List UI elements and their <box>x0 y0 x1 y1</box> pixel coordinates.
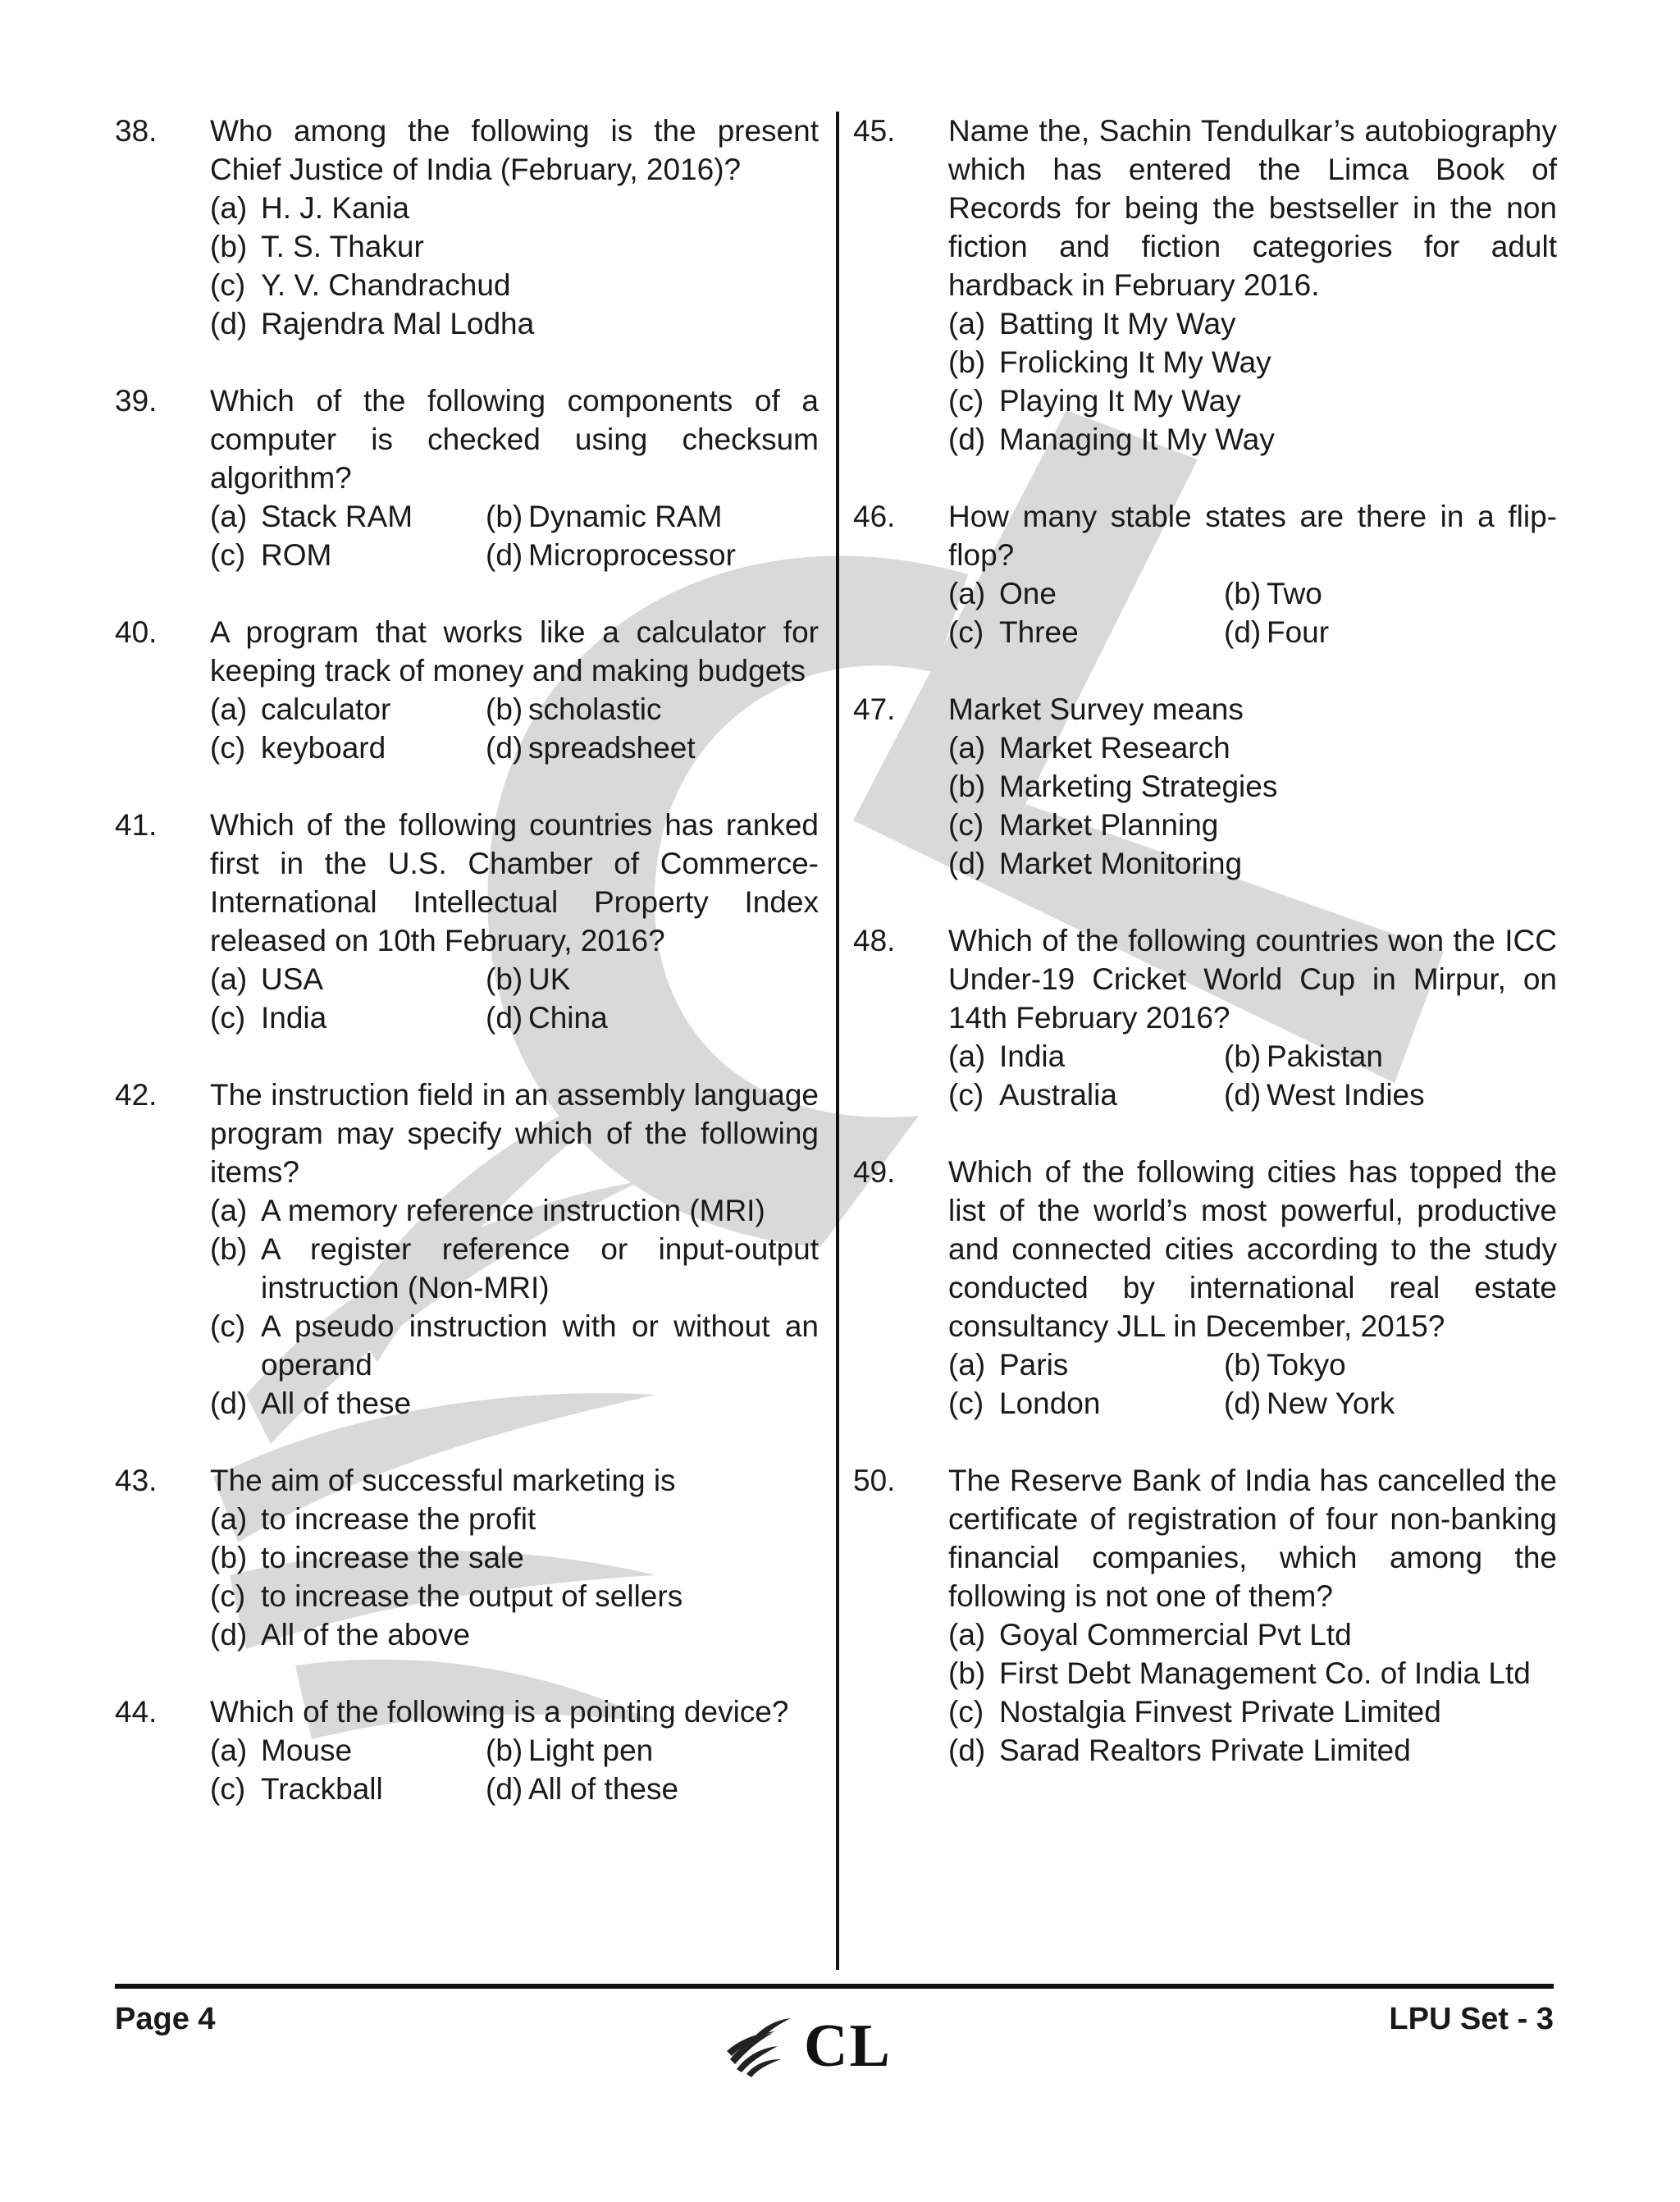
question-text: Which of the following countries has ranked first in the U.S. Chamber of Commerce-International Intellectual Property Index released on 10th February, 2016? <box>210 808 819 957</box>
option-label: (b) <box>210 1541 248 1574</box>
option-label: (b) <box>486 962 523 996</box>
option-text: New York <box>1267 1387 1395 1420</box>
option-label: (a) <box>210 962 248 996</box>
option <box>948 1693 1557 1731</box>
swoosh-icon <box>722 2012 796 2081</box>
option <box>486 1731 653 1770</box>
option <box>210 1384 819 1423</box>
options-list <box>948 1037 1557 1114</box>
question-text: How many stable states are there in a flip-flop? <box>948 500 1557 572</box>
option-text: Two <box>1267 577 1322 610</box>
question-block <box>853 921 1557 1114</box>
option-text: Managing It My Way <box>999 423 1275 456</box>
option <box>948 613 1224 651</box>
option-text: USA <box>261 962 324 996</box>
question-text: Which of the following components of a computer is checked using checksum algorithm? <box>210 384 819 495</box>
option-text: A memory reference instruction (MRI) <box>261 1194 765 1227</box>
option <box>948 1345 1224 1384</box>
question-block <box>853 690 1557 883</box>
question-block <box>115 112 819 343</box>
question-number: 42. <box>115 1078 158 1112</box>
question-block <box>853 1153 1557 1423</box>
options-list <box>210 1191 819 1423</box>
option-label: (c) <box>948 384 984 418</box>
options-list <box>210 1731 819 1808</box>
question-text: The aim of successful marketing is <box>210 1464 676 1497</box>
option <box>948 767 1557 806</box>
footer-logo <box>722 2012 902 2081</box>
option-label: (c) <box>210 1309 246 1343</box>
option <box>210 266 819 304</box>
option <box>210 1500 819 1538</box>
options-list <box>210 690 819 767</box>
option <box>948 729 1557 767</box>
column-divider <box>836 112 839 1970</box>
question-text: Which of the following cities has topped the list of the world’s most powerful, productive and connected cities according to the study conducted by international real estate consultancy JLL in December, 2015? <box>948 1155 1557 1343</box>
option-row <box>210 729 819 767</box>
option-text: Australia <box>999 1078 1117 1112</box>
right-column <box>853 112 1557 1808</box>
question-text: Name the, Sachin Tendulkar’s autobiography which has entered the Limca Book of Records for being the bestseller in the non fiction and fiction categories for adult hardback in February 2016. <box>948 114 1557 302</box>
option-text: West Indies <box>1267 1078 1425 1112</box>
option-label: (b) <box>1224 1348 1262 1382</box>
option-label: (d) <box>486 1772 523 1806</box>
logo-text: CL <box>804 2012 892 2080</box>
option <box>1224 1345 1346 1384</box>
option-row <box>210 960 819 998</box>
option-text: All of these <box>261 1387 412 1420</box>
option-row <box>210 1731 819 1770</box>
option-row <box>948 1384 1557 1423</box>
option-text: Three <box>999 615 1079 649</box>
option-text: Tokyo <box>1267 1348 1346 1382</box>
option-label: (b) <box>210 1232 248 1266</box>
option-text: All of these <box>528 1772 679 1806</box>
option <box>210 690 486 729</box>
option-label: (b) <box>486 500 523 533</box>
option-label: (a) <box>210 692 248 726</box>
option <box>948 304 1557 343</box>
question-block <box>115 1076 819 1423</box>
question-text: Who among the following is the present Chief Justice of India (February, 2016)? <box>210 114 819 186</box>
option-text: scholastic <box>528 692 662 726</box>
option-label: (c) <box>210 731 246 765</box>
question-number: 38. <box>115 114 158 148</box>
option <box>486 497 722 536</box>
option-text: Mouse <box>261 1734 353 1767</box>
option-text: Sarad Realtors Private Limited <box>999 1734 1411 1767</box>
option-label: (d) <box>1224 615 1262 649</box>
option-label: (d) <box>948 1734 986 1767</box>
option <box>210 1538 819 1577</box>
option-text: H. J. Kania <box>261 191 409 225</box>
option-text: Rajendra Mal Lodha <box>261 307 535 340</box>
option <box>948 844 1557 883</box>
option-text: ROM <box>261 538 332 572</box>
question-text: The Reserve Bank of India has cancelled the certificate of registration of four non-banking financial companies, which among the following is not one of them? <box>948 1464 1557 1613</box>
option-text: Playing It My Way <box>999 384 1241 418</box>
question-number: 48. <box>853 924 896 957</box>
option <box>486 690 661 729</box>
option <box>948 1654 1557 1693</box>
option <box>1224 574 1322 613</box>
option <box>948 1076 1224 1114</box>
option-label: (c) <box>948 808 984 842</box>
option <box>1224 1037 1383 1076</box>
option <box>486 998 608 1037</box>
option-row <box>948 613 1557 651</box>
option-row <box>210 497 819 536</box>
question-block <box>853 1461 1557 1770</box>
option-label: (d) <box>1224 1387 1262 1420</box>
option-text: Trackball <box>261 1772 383 1806</box>
option-text: calculator <box>261 692 391 726</box>
option <box>948 1037 1224 1076</box>
option-row <box>948 1076 1557 1114</box>
option-label: (a) <box>210 500 248 533</box>
option-text: All of the above <box>261 1618 471 1652</box>
question-number: 50. <box>853 1464 896 1497</box>
question-text: A program that works like a calculator for keeping track of money and making budgets <box>210 615 819 688</box>
question-block <box>115 381 819 574</box>
question-block <box>853 497 1557 651</box>
option-label: (c) <box>948 1695 984 1729</box>
option <box>948 1384 1224 1423</box>
options-list <box>948 1345 1557 1423</box>
option <box>1224 1076 1425 1114</box>
option-text: India <box>999 1039 1066 1073</box>
options-list <box>948 574 1557 651</box>
option-label: (d) <box>1224 1078 1262 1112</box>
option-text: A register reference or input-output instruction (Non-MRI) <box>261 1232 819 1304</box>
option-label: (d) <box>210 307 248 340</box>
option <box>210 1731 486 1770</box>
option <box>210 497 486 536</box>
option-row <box>210 998 819 1037</box>
options-list <box>948 304 1557 459</box>
option <box>486 729 696 767</box>
option <box>210 189 819 227</box>
question-block <box>115 806 819 1037</box>
question-number: 41. <box>115 808 158 842</box>
option-text: India <box>261 1001 327 1035</box>
option <box>210 998 486 1037</box>
option-text: Market Monitoring <box>999 847 1243 880</box>
option-text: A pseudo instruction with or without an operand <box>261 1309 819 1382</box>
set-label: LPU Set - 3 <box>1389 2002 1554 2036</box>
option-text: Y. V. Chandrachud <box>261 268 511 302</box>
question-number: 46. <box>853 500 896 533</box>
option-label: (c) <box>210 538 246 572</box>
option-label: (d) <box>210 1387 248 1420</box>
footer-rule <box>115 1984 1554 1989</box>
options-list <box>210 497 819 574</box>
option-text: Microprocessor <box>528 538 736 572</box>
option-text: to increase the sale <box>261 1541 524 1574</box>
option <box>948 420 1557 459</box>
option-text: Pakistan <box>1267 1039 1383 1073</box>
option-text: London <box>999 1387 1101 1420</box>
option-text: UK <box>528 962 571 996</box>
option <box>1224 1384 1395 1423</box>
option <box>948 806 1557 844</box>
option <box>948 343 1557 381</box>
option-label: (b) <box>486 692 523 726</box>
options-list <box>210 1500 819 1654</box>
option-label: (a) <box>948 731 986 765</box>
options-list <box>210 189 819 343</box>
question-block <box>115 1461 819 1654</box>
options-list <box>948 729 1557 883</box>
option <box>210 960 486 998</box>
question-text: Market Survey means <box>948 692 1244 726</box>
question-block <box>853 112 1557 459</box>
option <box>948 381 1557 420</box>
option-text: Goyal Commercial Pvt Ltd <box>999 1618 1352 1652</box>
option-label: (a) <box>948 1348 986 1382</box>
option-label: (b) <box>948 1656 986 1690</box>
option-text: Dynamic RAM <box>528 500 723 533</box>
option-label: (c) <box>210 1001 246 1035</box>
options-list <box>948 1615 1557 1770</box>
option <box>210 1307 819 1384</box>
option <box>210 1615 819 1654</box>
question-number: 43. <box>115 1464 158 1497</box>
option-text: to increase the output of sellers <box>261 1579 683 1613</box>
question-number: 39. <box>115 384 158 418</box>
option <box>210 729 486 767</box>
option-text: Light pen <box>528 1734 654 1767</box>
question-number: 49. <box>853 1155 896 1189</box>
option-row <box>210 536 819 574</box>
option <box>948 1615 1557 1654</box>
option-text: Batting It My Way <box>999 307 1236 340</box>
option-label: (b) <box>948 345 986 379</box>
option-label: (a) <box>948 1039 986 1073</box>
question-block <box>115 613 819 767</box>
question-text: Which of the following is a pointing device? <box>210 1695 789 1729</box>
option-label: (d) <box>486 731 523 765</box>
option-text: Four <box>1267 615 1330 649</box>
option <box>210 1191 819 1230</box>
option <box>486 960 570 998</box>
option-text: Marketing Strategies <box>999 770 1278 803</box>
page-number: Page 4 <box>115 2002 216 2036</box>
question-number: 47. <box>853 692 896 726</box>
option-row <box>210 1770 819 1808</box>
option-label: (a) <box>948 577 986 610</box>
option-label: (a) <box>948 1618 986 1652</box>
option-row <box>948 574 1557 613</box>
option-label: (a) <box>210 1502 248 1536</box>
option-label: (b) <box>486 1734 523 1767</box>
option-text: China <box>528 1001 608 1035</box>
question-number: 44. <box>115 1695 158 1729</box>
question-text: Which of the following countries won the ICC Under-19 Cricket World Cup in Mirpur, on 14th February 2016? <box>948 924 1557 1035</box>
option-label: (d) <box>486 538 523 572</box>
option-text: Market Planning <box>999 808 1219 842</box>
option-text: First Debt Management Co. of India Ltd <box>999 1656 1531 1690</box>
option-label: (a) <box>948 307 986 340</box>
option-label: (b) <box>1224 1039 1262 1073</box>
question-number: 45. <box>853 114 896 148</box>
option-label: (b) <box>1224 577 1262 610</box>
option <box>210 227 819 266</box>
option <box>948 1731 1557 1770</box>
option-text: Market Research <box>999 731 1230 765</box>
option-text: Paris <box>999 1348 1069 1382</box>
option-label: (b) <box>948 770 986 803</box>
options-list <box>210 960 819 1037</box>
question-text: The instruction field in an assembly language program may specify which of the following items? <box>210 1078 819 1189</box>
option-label: (b) <box>210 230 248 263</box>
option <box>210 1230 819 1307</box>
option <box>210 1577 819 1615</box>
option-label: (c) <box>210 268 246 302</box>
option-text: spreadsheet <box>528 731 696 765</box>
option <box>210 1770 486 1808</box>
option-text: Nostalgia Finvest Private Limited <box>999 1695 1441 1729</box>
option <box>1224 613 1329 651</box>
option-label: (c) <box>948 1387 984 1420</box>
option-label: (a) <box>210 1194 248 1227</box>
option-text: Stack RAM <box>261 500 413 533</box>
option <box>948 574 1224 613</box>
option <box>486 1770 678 1808</box>
option-label: (a) <box>210 191 248 225</box>
option-label: (d) <box>948 847 986 880</box>
option-label: (d) <box>948 423 986 456</box>
question-block <box>115 1693 819 1808</box>
option-label: (a) <box>210 1734 248 1767</box>
option-text: to increase the profit <box>261 1502 536 1536</box>
option-text: T. S. Thakur <box>261 230 424 263</box>
option-text: One <box>999 577 1057 610</box>
option-label: (c) <box>210 1579 246 1613</box>
option <box>486 536 736 574</box>
option-label: (c) <box>948 1078 984 1112</box>
option-label: (d) <box>486 1001 523 1035</box>
question-number: 40. <box>115 615 158 649</box>
option-row <box>948 1345 1557 1384</box>
option-text: keyboard <box>261 731 386 765</box>
option <box>210 536 486 574</box>
option-label: (d) <box>210 1618 248 1652</box>
option-label: (c) <box>210 1772 246 1806</box>
option <box>210 304 819 343</box>
option-label: (c) <box>948 615 984 649</box>
option-row <box>210 690 819 729</box>
left-column <box>115 112 819 1847</box>
option-row <box>948 1037 1557 1076</box>
option-text: Frolicking It My Way <box>999 345 1271 379</box>
